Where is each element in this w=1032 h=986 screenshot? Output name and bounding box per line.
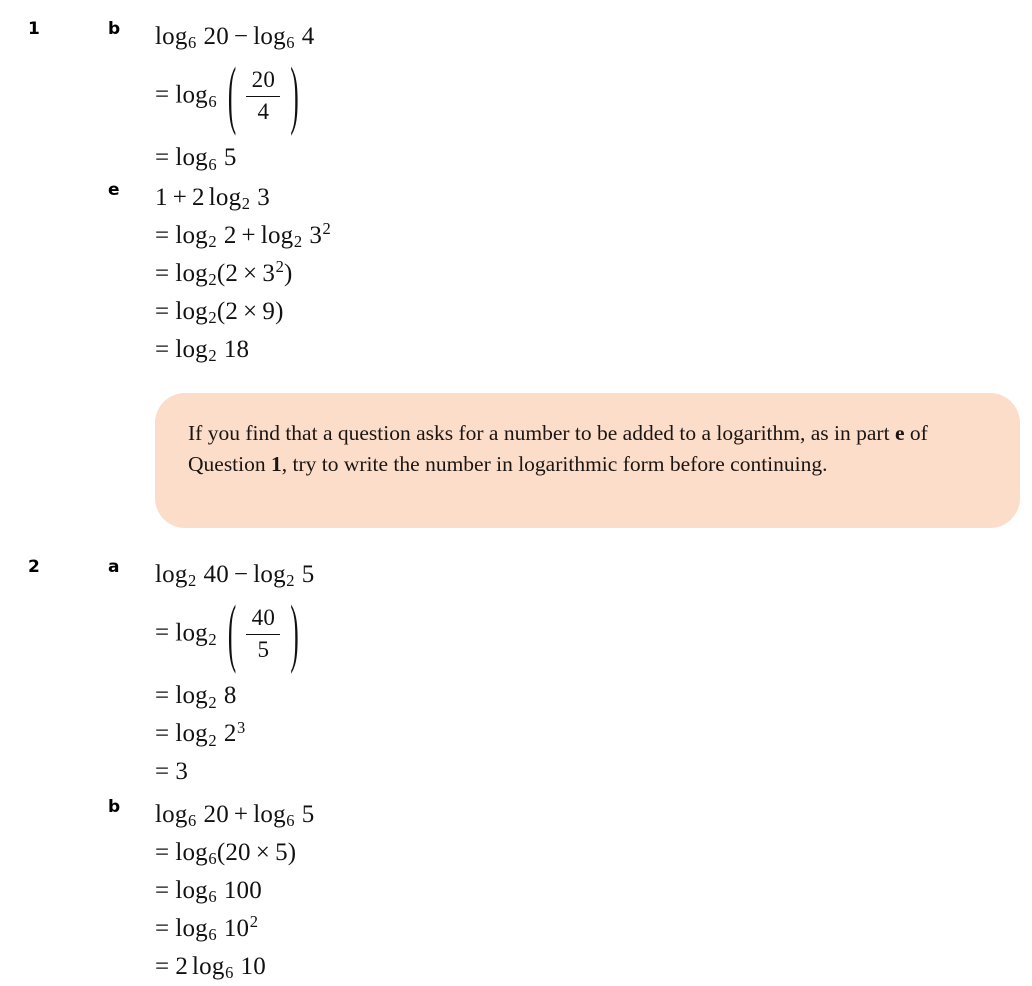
part-letter-1b: b — [108, 19, 121, 39]
log-base: 2 — [208, 346, 217, 366]
math-line-1e-3 — [155, 255, 1020, 293]
log-argument: 10 — [240, 953, 266, 980]
exponent: 3 — [237, 717, 246, 737]
log-base: 6 — [208, 91, 217, 111]
log-word: log — [175, 81, 208, 109]
math-line-1b-2: = $\log_6$ ( $\frac{20}{4}$ ) — [155, 56, 1020, 139]
log-word: log — [175, 144, 208, 172]
log-argument: 5 — [223, 144, 237, 172]
question-number-1: 1 — [28, 19, 40, 39]
paren-close-icon: ) — [290, 593, 299, 676]
log-base: 2 — [208, 232, 217, 252]
log-word: log — [175, 298, 208, 325]
math-line-1b-3 — [155, 139, 1020, 177]
paren-close-icon: ) — [290, 55, 299, 138]
factor: 2 — [225, 298, 239, 325]
equals-sign: = — [155, 953, 170, 980]
log-base: 6 — [208, 887, 217, 907]
equals-sign: = — [155, 336, 170, 363]
log-base: 6 — [208, 849, 217, 869]
log-argument: 2 — [223, 222, 237, 249]
log-word: log — [155, 801, 188, 828]
part-letter-2b: b — [108, 797, 121, 817]
math-line-2b-2 — [155, 834, 1020, 872]
operator-plus: + — [233, 801, 249, 828]
log-base: 6 — [286, 811, 295, 831]
log-word: log — [175, 222, 208, 249]
log-base: 6 — [188, 811, 197, 831]
log-base: 2 — [208, 308, 217, 328]
fraction-denominator: 4 — [257, 99, 270, 125]
log-argument: 100 — [223, 877, 262, 904]
math-line-1e-5 — [155, 331, 1020, 369]
paren-open-icon: ( — [227, 55, 237, 138]
math-line-2b-4 — [155, 910, 1020, 948]
answer-block-2b — [0, 796, 1032, 986]
operator-times: × — [243, 260, 258, 287]
equals-sign: = — [155, 144, 170, 172]
part-letter-2a: a — [108, 557, 120, 577]
equals-sign: = — [155, 682, 170, 710]
equals-sign: = — [155, 915, 170, 942]
log-base: 2 — [241, 194, 251, 214]
math-line-2a-1 — [155, 556, 1020, 594]
log-word: log — [155, 561, 188, 588]
operator-times: × — [243, 298, 258, 325]
log-argument: 40 — [203, 561, 229, 588]
log-argument: 5 — [301, 561, 315, 588]
factor: 3 — [262, 260, 276, 287]
math-line-1e-4 — [155, 293, 1020, 331]
log-word: log — [192, 953, 225, 980]
log-argument: 3 — [309, 222, 323, 249]
paren-open-icon: ( — [216, 839, 226, 866]
log-argument: 5 — [301, 801, 315, 828]
log-base: 2 — [208, 692, 217, 712]
tip-text — [188, 418, 988, 480]
log-base: 2 — [188, 571, 197, 591]
tip-segment-question-number: 1 — [271, 452, 282, 476]
log-argument: 20 — [203, 23, 229, 50]
part-letter-1e: e — [108, 180, 120, 200]
answer-block-1b — [0, 18, 1032, 177]
factor: 9 — [262, 298, 276, 325]
operator-minus: − — [233, 561, 249, 588]
log-argument: 4 — [301, 23, 315, 50]
log-argument: 18 — [223, 336, 250, 363]
math-line-2b-3 — [155, 872, 1020, 910]
log-word: log — [155, 23, 188, 50]
log-word: log — [175, 619, 208, 647]
log-base: 6 — [188, 33, 197, 53]
log-argument: 10 — [223, 915, 250, 942]
log-word: log — [253, 561, 286, 588]
log-base: 6 — [286, 33, 295, 53]
paren-close-icon: ) — [284, 260, 293, 287]
fraction — [239, 606, 287, 663]
operator-plus: + — [241, 222, 256, 249]
tip-segment-1: If you find that a question asks for a number to be added to a logarithm, as in part — [188, 421, 895, 445]
log-word: log — [175, 839, 208, 866]
operator-plus: + — [172, 184, 188, 211]
tip-callout-box — [155, 393, 1020, 528]
paren-close-icon: ) — [275, 298, 284, 325]
term-constant: 1 — [155, 184, 168, 211]
operator-minus: − — [233, 23, 249, 50]
fraction-denominator: 5 — [257, 637, 270, 663]
log-word: log — [175, 720, 208, 748]
equals-sign: = — [155, 720, 170, 748]
math-line-2a-2: = $\log_2$ ( $\frac{40}{5}$ ) — [155, 594, 1020, 677]
factor: 20 — [225, 839, 251, 866]
equals-sign: = — [155, 260, 170, 287]
log-argument: 20 — [203, 801, 229, 828]
math-column-2a — [155, 556, 1032, 791]
log-word: log — [253, 801, 286, 828]
math-column-2b — [155, 796, 1032, 986]
coefficient: 2 — [175, 953, 189, 980]
log-argument: 8 — [223, 682, 237, 710]
log-word: log — [175, 336, 208, 363]
math-line-2a-3 — [155, 677, 1020, 715]
log-word: log — [175, 877, 208, 904]
paren-open-icon: ( — [216, 260, 226, 287]
equals-sign: = — [155, 758, 170, 786]
log-base: 2 — [208, 270, 217, 290]
log-base: 2 — [293, 232, 303, 252]
factor: 2 — [225, 260, 239, 287]
log-word: log — [175, 915, 208, 942]
exponent: 2 — [322, 219, 331, 239]
paren-open-icon: ( — [216, 298, 226, 325]
paren-open-icon: ( — [227, 593, 237, 676]
exponent: 2 — [249, 912, 259, 932]
equals-sign: = — [155, 298, 170, 325]
equals-sign: = — [155, 222, 170, 249]
answer-block-2a — [0, 556, 1032, 791]
tip-segment-3: of Question — [188, 421, 928, 476]
fraction-numerator: 20 — [251, 67, 276, 92]
log-word: log — [175, 260, 208, 287]
math-line-2b-1 — [155, 796, 1020, 834]
coefficient: 2 — [192, 184, 205, 211]
fraction-bar — [246, 634, 280, 636]
result-value: 3 — [175, 758, 189, 786]
log-base: 6 — [208, 925, 217, 945]
question-number-2: 2 — [28, 557, 40, 577]
equals-sign: = — [155, 877, 170, 904]
math-column-1e — [155, 179, 1032, 369]
tip-segment-part-letter: e — [894, 421, 905, 445]
log-word: log — [253, 23, 286, 50]
equals-sign: = — [155, 839, 170, 866]
tip-segment-5: , try to write the number in logarithmic form before continuing. — [281, 452, 828, 476]
log-word: log — [175, 682, 208, 710]
exponent: 2 — [275, 257, 285, 277]
factor: 5 — [275, 839, 288, 866]
log-base: 2 — [208, 629, 217, 649]
log-argument: 2 — [223, 720, 237, 748]
math-line-1e-2 — [155, 217, 1020, 255]
log-base: 2 — [208, 730, 217, 750]
log-word: log — [208, 184, 242, 211]
fraction-bar — [246, 96, 280, 98]
math-line-2a-4 — [155, 715, 1020, 753]
math-line-1b-1 — [155, 18, 1020, 56]
log-word: log — [260, 222, 294, 249]
operator-times: × — [255, 839, 271, 866]
log-argument: 3 — [257, 184, 270, 211]
math-column-1b — [155, 18, 1032, 177]
math-line-2a-5 — [155, 753, 1020, 791]
log-base: 6 — [208, 154, 217, 174]
fraction-numerator: 40 — [251, 605, 276, 630]
math-line-1e-1 — [155, 179, 1020, 217]
answer-block-1e — [0, 179, 1032, 369]
math-line-2b-5 — [155, 948, 1020, 986]
log-base: 2 — [286, 571, 295, 591]
log-base: 6 — [225, 963, 234, 983]
fraction — [239, 68, 287, 125]
paren-close-icon: ) — [287, 839, 297, 866]
